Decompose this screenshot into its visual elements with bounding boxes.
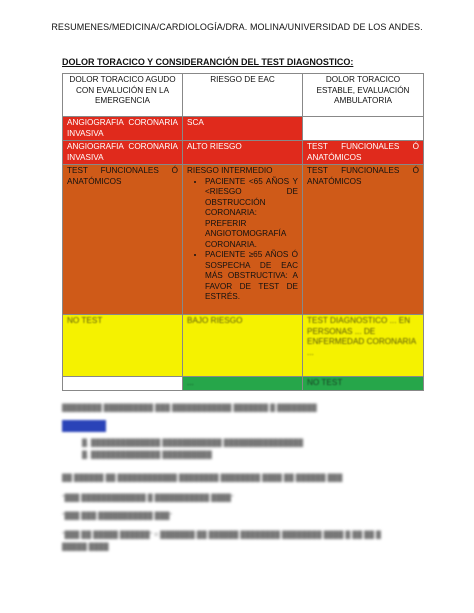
table-row [63,117,424,141]
blurred-text: NO TEST [67,316,103,325]
table-cell: ALTO RIESGO [183,141,303,165]
header-cell: DOLOR TORACICO ESTABLE, EVALUACIÓN AMBULATORIA [303,74,424,117]
table-cell: ANGIOGRAFIA CORONARIA INVASIVA [63,117,183,141]
blurred-text: ... [187,378,194,387]
blurred-highlight [62,420,106,432]
table-row [63,315,424,377]
page-header: RESUMENES/MEDICINA/CARDIOLOGÍA/DRA. MOLINA/UNIVERSIDAD DE LOS ANDES. [51,22,423,32]
table-row [63,165,424,315]
table-row [63,377,424,391]
blurred-line: "███ █████████████ █ ███████████ ████" [62,495,234,502]
blurred-line: "███ ███ ███████████ ███" [62,513,172,520]
risk-title: RIESGO INTERMEDIO [187,166,273,175]
table-cell: TEST FUNCIONALES Ó ANATÓMICOS [303,165,424,315]
table-cell [303,377,424,391]
risk-bullets [187,177,298,303]
table-cell: ANGIOGRAFIA CORONARIA INVASIVA [63,141,183,165]
blurred-line: ██ ██████ ██ ████████████ ████████ ████████ ████ ██ ██████ ███ [62,475,343,482]
table-cell: SCA [183,117,303,141]
table-cell [63,315,183,377]
blurred-line: █. ██████████████ ██████████ [82,452,212,459]
blurred-text: BAJO RIESGO [187,316,243,325]
blurred-line: "███ ██ █████ ██████" = ███████ ██ ██████ ████████ ████████ ████ █ ██ ██ █ [62,532,381,539]
table-cell [183,165,303,315]
table-cell [183,377,303,391]
table-cell: TEST FUNCIONALES Ó ANATÓMICOS [303,141,424,165]
list-item: • PACIENTE ≥65 AÑOS Ó SOSPECHA DE EAC MÁS OBSTRUCTIVA: A FAVOR DE TEST DE ESTRÉS. [205,250,298,303]
blurred-text: TEST DIAGNOSTICO ... EN PERSONAS ... DE ENFERMEDAD CORONARIA ... [307,316,416,357]
table-cell [303,315,424,377]
blurred-line: ████████ ██████████ ███ ████████████ ███████ █ ████████ [62,405,317,412]
blurred-text: NO TEST [307,378,343,387]
blurred-line: █. ██████████████ ████████████ ████████████████ [82,440,304,447]
table-header-row [63,74,424,117]
table-cell [303,117,424,141]
table-cell: TEST FUNCIONALES Ó ANATÓMICOS [63,165,183,315]
table-cell [183,315,303,377]
header-cell: RIESGO DE EAC [183,74,303,117]
blurred-line: █████ ████ [62,544,109,551]
table-row [63,141,424,165]
diagnostic-table [62,73,424,391]
list-item: • PACIENTE <65 AÑOS Y <RIESGO DE OBSTRUCCIÓN CORONARIA: PREFERIR ANGIOTOMOGRAFÍA CORONARIA. [205,177,298,251]
table-cell [63,377,183,391]
header-cell: DOLOR TORACICO AGUDO CON EVALUCIÓN EN LA EMERGENCIA [63,74,183,117]
section-title: DOLOR TORACICO Y CONSIDERANCIÓN DEL TEST DIAGNOSTICO: [62,57,354,67]
